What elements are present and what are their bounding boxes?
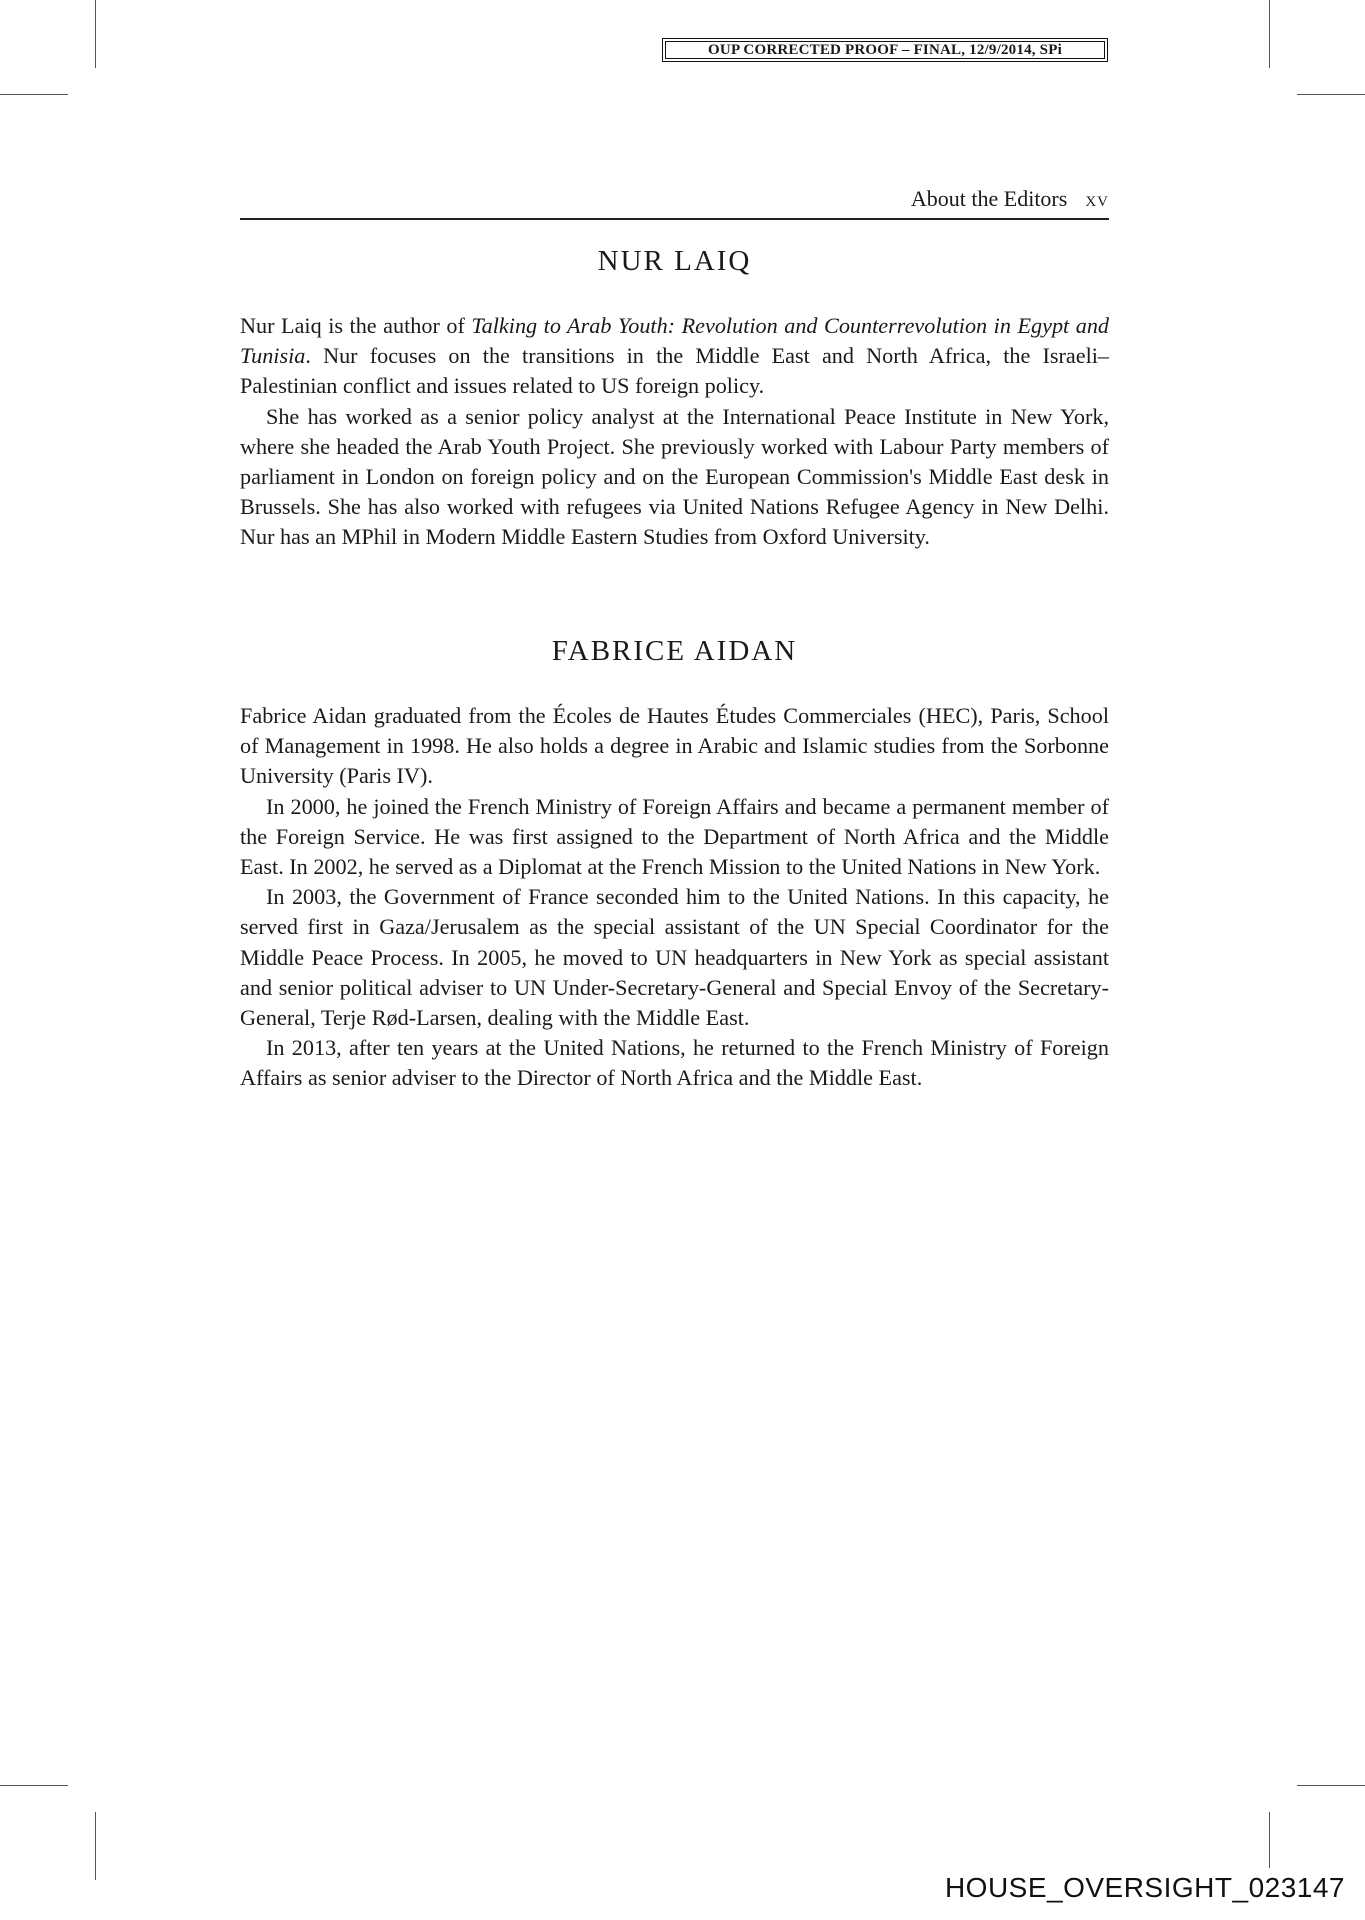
crop-mark-bottom-right-h [1297,1785,1365,1786]
bio-paragraph: In 2000, he joined the French Ministry of Foreign Affairs and became a permanent member of the Foreign Service. He was first assigned to the Department of North Africa and the Middle East. In 2002, he served as a Diplomat at the French Mission to the United Nations in New York. [240,793,1109,880]
bio-paragraph: In 2013, after ten years at the United Nations, he returned to the French Ministry of Foreign Affairs as senior adviser to the Director of North Africa and the Middle East. [240,1035,1109,1091]
book-title: Talking to Arab Youth: Revolution and Counterrevolution in Egypt and Tunisia [240,313,1110,369]
crop-mark-bottom-left [95,1812,96,1880]
editor-bio-nur-laiq [240,243,1109,553]
page-number: xv [1085,186,1109,211]
crop-mark-bottom-right [1269,1812,1270,1868]
crop-mark-top-right-h [1297,94,1365,95]
crop-mark-top-left [95,0,96,68]
bates-number: HOUSE_OVERSIGHT_023147 [944,1872,1345,1903]
proof-stamp-text: OUP CORRECTED PROOF – FINAL, 12/9/2014, SPi [665,41,1105,59]
bio-paragraph: Fabrice Aidan graduated from the Écoles de Hautes Études Commerciales (HEC), Paris, School of Management in 1998. He also holds a degree in Arabic and Islamic studies from the Sorbonne University (Paris IV). [240,703,1109,789]
section-heading: FABRICE AIDAN [551,635,798,667]
running-head [240,184,1109,220]
crop-mark-bottom-left-h [0,1785,68,1786]
paragraph-text: Nur Laiq is the author of [240,313,472,338]
crop-mark-top-left-h [0,94,68,95]
bio-paragraph: She has worked as a senior policy analyst at the International Peace Institute in New York, where she headed the Arab Youth Project. She previously worked with Labour Party members of parliament in London on foreign policy and on the European Commission's Middle East desk in Brussels. She has also worked with refugees via United Nations Refugee Agency in New Delhi. Nur has an MPhil in Modern Middle Eastern Studies from Oxford University. [240,403,1109,550]
paragraph-text: . Nur focuses on the transitions in the Middle East and North Africa, the Israeli–Palestinian conflict and issues related to US foreign policy. [240,343,1109,399]
editor-bio-fabrice-aidan [240,633,1109,1094]
crop-mark-top-right [1269,0,1270,68]
bio-paragraph: In 2003, the Government of France seconded him to the United Nations. In this capacity, he served first in Gaza/Jerusalem as the special assistant of the UN Special Coordinator for the Middle Peace Process. In 2005, he moved to UN headquarters in New York as special assistant and senior political adviser to UN Under-Secretary-General and Special Envoy of the Secretary-General, Terje Rød-Larsen, dealing with the Middle East. [240,884,1109,1031]
section-heading: NUR LAIQ [597,245,752,277]
running-head-title: About the Editors [910,186,1068,211]
proof-stamp [662,38,1108,62]
bio-paragraph [240,311,1109,402]
